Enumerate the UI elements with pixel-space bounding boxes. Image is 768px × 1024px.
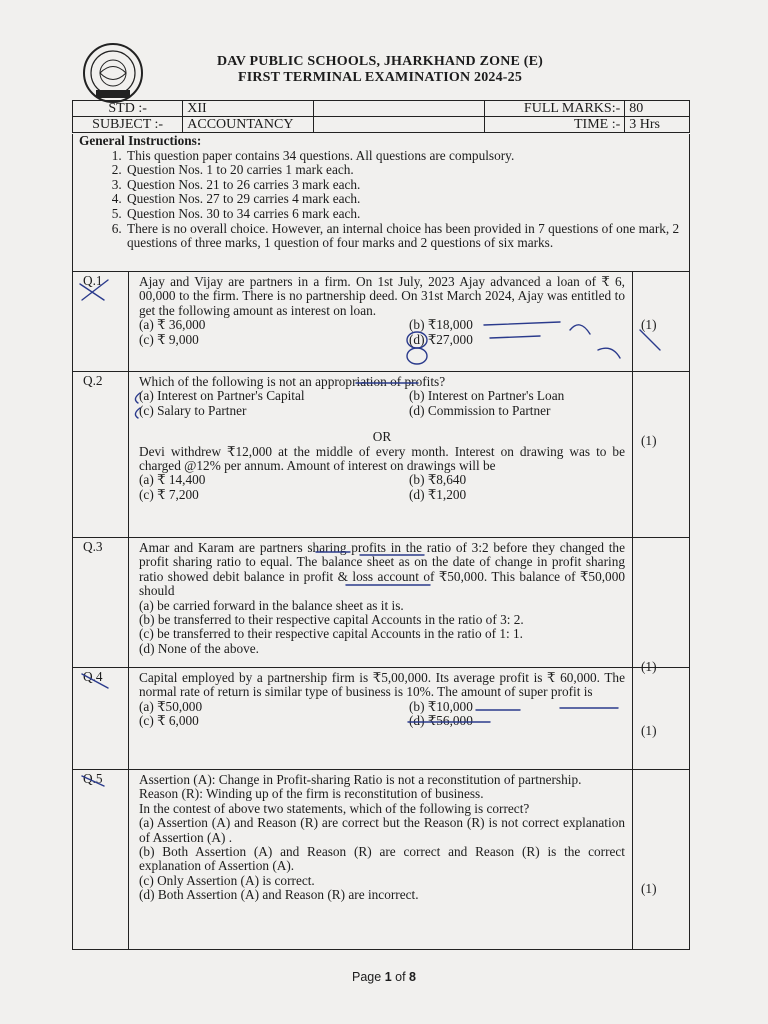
exam-title: FIRST TERMINAL EXAMINATION 2024-25 bbox=[237, 70, 523, 85]
alt-option-b: (b) ₹8,640 bbox=[409, 472, 467, 488]
page-footer bbox=[0, 970, 768, 984]
question-text: Ajay and Vijay are partners in a firm. On 1st July, 2023 Ajay advanced a loan of ₹ 6, 00,000 to the firm. There is no partnership deed. On 31st March 2024, Ajay was entitled to get the following amount as interest on loan. bbox=[139, 274, 625, 318]
page-total: 8 bbox=[409, 970, 416, 984]
option-c: (c) ₹ 9,000 bbox=[139, 331, 199, 347]
marks-value: (1) bbox=[641, 659, 657, 674]
option-d: (d) None of the above. bbox=[139, 640, 259, 656]
question-prompt: In the contest of above two statements, which of the following is correct? bbox=[139, 800, 530, 816]
marks-value: (1) bbox=[641, 723, 657, 738]
question-number: Q.2 bbox=[73, 372, 129, 537]
instruction-item: 4. Question Nos. 27 to 29 carries 4 mark each. bbox=[125, 192, 681, 207]
option-d: (d) ₹27,000 bbox=[409, 331, 473, 347]
instruction-item: 1. This question paper contains 34 questions. All questions are compulsory. bbox=[125, 149, 681, 164]
std-label: STD :- bbox=[73, 101, 183, 117]
marks-value: (1) bbox=[641, 317, 657, 332]
question-number: Q.3 bbox=[73, 538, 129, 667]
alt-option-c: (c) ₹ 7,200 bbox=[139, 486, 199, 502]
alt-option-a: (a) ₹ 14,400 bbox=[139, 472, 206, 488]
option-c: (c) Salary to Partner bbox=[139, 402, 247, 418]
instruction-item: 5. Question Nos. 30 to 34 carries 6 mark each. bbox=[125, 207, 681, 222]
subject-value: ACCOUNTANCY bbox=[183, 117, 313, 133]
option-c: (c) ₹ 6,000 bbox=[139, 713, 199, 729]
instruction-item: 3. Question Nos. 21 to 26 carries 3 mark each. bbox=[125, 178, 681, 193]
option-c: (c) Only Assertion (A) is correct. bbox=[139, 872, 315, 888]
alternate-question-text: Devi withdrew ₹12,000 at the middle of every month. Interest on drawing was to be charged @12% per annum. Amount of interest on drawings will be bbox=[139, 443, 625, 474]
option-c: (c) be transferred to their respective capital Accounts in the ratio of 1: 1. bbox=[139, 626, 523, 642]
time-label: TIME :- bbox=[484, 117, 625, 133]
option-a: (a) Assertion (A) and Reason (R) are correct but the Reason (R) is not correct explanation of Assertion (A) . bbox=[139, 815, 625, 845]
option-b: (b) ₹18,000 bbox=[409, 317, 473, 333]
page-prefix: Page bbox=[352, 970, 385, 984]
marks-value: (1) bbox=[641, 433, 657, 448]
option-b: (b) ₹10,000 bbox=[409, 698, 473, 714]
question-text: Amar and Karam are partners sharing profits in the ratio of 3:2 before they changed the profit sharing ratio to equal. The balance sheet as on the date of change in profit sharing ratio showed debit balance in profit & loss account of ₹50,000. This balance of ₹50,000 should bbox=[139, 540, 625, 599]
question-number: Q.5 bbox=[73, 770, 129, 949]
question-number: Q.1 bbox=[73, 272, 129, 371]
question-text: Capital employed by a partnership firm is ₹5,00,000. Its average profit is ₹ 60,000. The normal rate of return is similar type of business is 10%. The amount of super profit is bbox=[139, 670, 625, 700]
option-d: (d) Commission to Partner bbox=[409, 402, 551, 418]
option-a: (a) ₹ 36,000 bbox=[139, 317, 206, 333]
option-b: (b) be transferred to their respective capital Accounts in the ratio of 3: 2. bbox=[139, 612, 524, 628]
page-number: 1 bbox=[384, 970, 392, 984]
full-marks-label: FULL MARKS:- bbox=[484, 101, 625, 117]
subject-label: SUBJECT :- bbox=[73, 117, 183, 133]
option-a: (a) Interest on Partner's Capital bbox=[139, 388, 305, 404]
option-a: (a) be carried forward in the balance sheet as it is. bbox=[139, 597, 404, 613]
question-number: Q.4 bbox=[73, 668, 129, 769]
std-value: XII bbox=[183, 101, 313, 117]
option-d: (d) Both Assertion (A) and Reason (R) are incorrect. bbox=[139, 887, 419, 903]
reason-text: Reason (R): Winding up of the firm is reconstitution of business. bbox=[139, 786, 484, 802]
page-of: of bbox=[391, 970, 410, 984]
marks-value: (1) bbox=[641, 881, 657, 896]
instruction-item: 2. Question Nos. 1 to 20 carries 1 mark each. bbox=[125, 163, 681, 178]
assertion-text: Assertion (A): Change in Profit-sharing Ratio is not a reconstitution of partnership. bbox=[139, 772, 582, 787]
instruction-item: 6. There is no overall choice. However, an internal choice has been provided in 7 questions of one mark, 2 questions of three marks, 1 question of four marks and 2 questions of six marks. bbox=[125, 222, 681, 251]
time-value: 3 Hrs bbox=[625, 117, 690, 133]
option-a: (a) ₹50,000 bbox=[139, 698, 203, 714]
or-divider: OR bbox=[372, 429, 392, 445]
school-name: DAV PUBLIC SCHOOLS, JHARKHAND ZONE (E) bbox=[216, 54, 544, 69]
option-b: (b) Both Assertion (A) and Reason (R) are correct and Reason (R) is the correct explanation of Assertion (A). bbox=[139, 844, 625, 874]
question-text: Which of the following is not an appropriation of profits? bbox=[139, 374, 446, 389]
full-marks-value: 80 bbox=[625, 101, 690, 117]
alt-option-d: (d) ₹1,200 bbox=[409, 486, 467, 502]
instructions-title: General Instructions: bbox=[79, 133, 202, 148]
option-d: (d) ₹56,000 bbox=[409, 713, 473, 729]
option-b: (b) Interest on Partner's Loan bbox=[409, 388, 565, 404]
